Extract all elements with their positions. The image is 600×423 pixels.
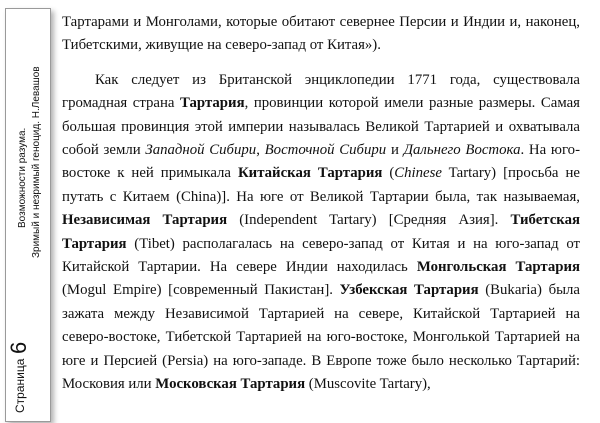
text-span: , провинции которой имели разные размеры. Самая большая провинция этой империи называлась Великой Тартарией и охватывала собой земли <box>62 95 580 159</box>
text-span: и <box>386 142 404 159</box>
page-number: 6 <box>6 341 31 354</box>
bold-term: Тибетская Тартария <box>62 212 581 252</box>
bold-term: Московская Тартария <box>155 376 306 393</box>
bold-term: Китайская Тартария <box>237 165 383 182</box>
text-span: (Bukaria) была зажата между Независимой Тартарией на севере, Китайской Тартарией на северо-востоке, Тибетской Тартарией на юго-востоке, Монголькой Тартарией на юге и Персией (Persia) на юго-западе. В Европе тоже было несколько Тартарий: Московия или <box>62 282 580 393</box>
document-body <box>62 11 580 397</box>
paragraph-1: Тартарами и Монголами, которые обитают севернее Персии и Индии и, наконец, Тибетскими, живущие на северо-запад от Китая»). <box>62 14 580 54</box>
page-sidebar <box>0 0 54 423</box>
italic-term: Восточной Сибири <box>264 142 387 159</box>
paragraph-2 <box>62 69 580 397</box>
text-span: Как следует из Британской энциклопедии 1771 года, существовала громадная страна <box>62 71 580 112</box>
text-span: (Independent Tartary) [Средняя Азия]. <box>227 212 511 229</box>
text-span: (Muscovite Tartary), <box>305 376 431 393</box>
italic-term: Chinese <box>394 165 442 182</box>
text-span: (Tibet) располагалась на северо-запад от Китая и на юго-запад от Китайской Тартарии. На севере Индии находилась <box>62 235 580 276</box>
bold-term: Тартария <box>180 95 245 112</box>
italic-term: Дальнего Востока <box>403 142 521 159</box>
book-title: Возможности разума. <box>17 127 28 228</box>
page-label: Страница <box>13 358 27 413</box>
text-span: ( <box>382 165 395 182</box>
book-subtitle: Зримый и незримый геноцид. Н.Левашов <box>31 66 42 258</box>
text-span: . На юго-востоке к ней примыкала <box>62 142 581 182</box>
bold-term: Монгольская Тартария <box>416 259 581 276</box>
text-span: , <box>256 142 265 159</box>
bold-term: Узбекская Тартария <box>339 282 479 299</box>
italic-term: Западной Сибири <box>145 142 257 159</box>
text-span: (Mogul Empire) [современный Пакистан]. <box>62 282 340 299</box>
text-span: Tartary) [просьба не путать с Китаем (China)]. На юге от Великой Тартарии была, так называемая, <box>62 165 580 205</box>
bold-term: Независимая Тартария <box>62 212 228 229</box>
